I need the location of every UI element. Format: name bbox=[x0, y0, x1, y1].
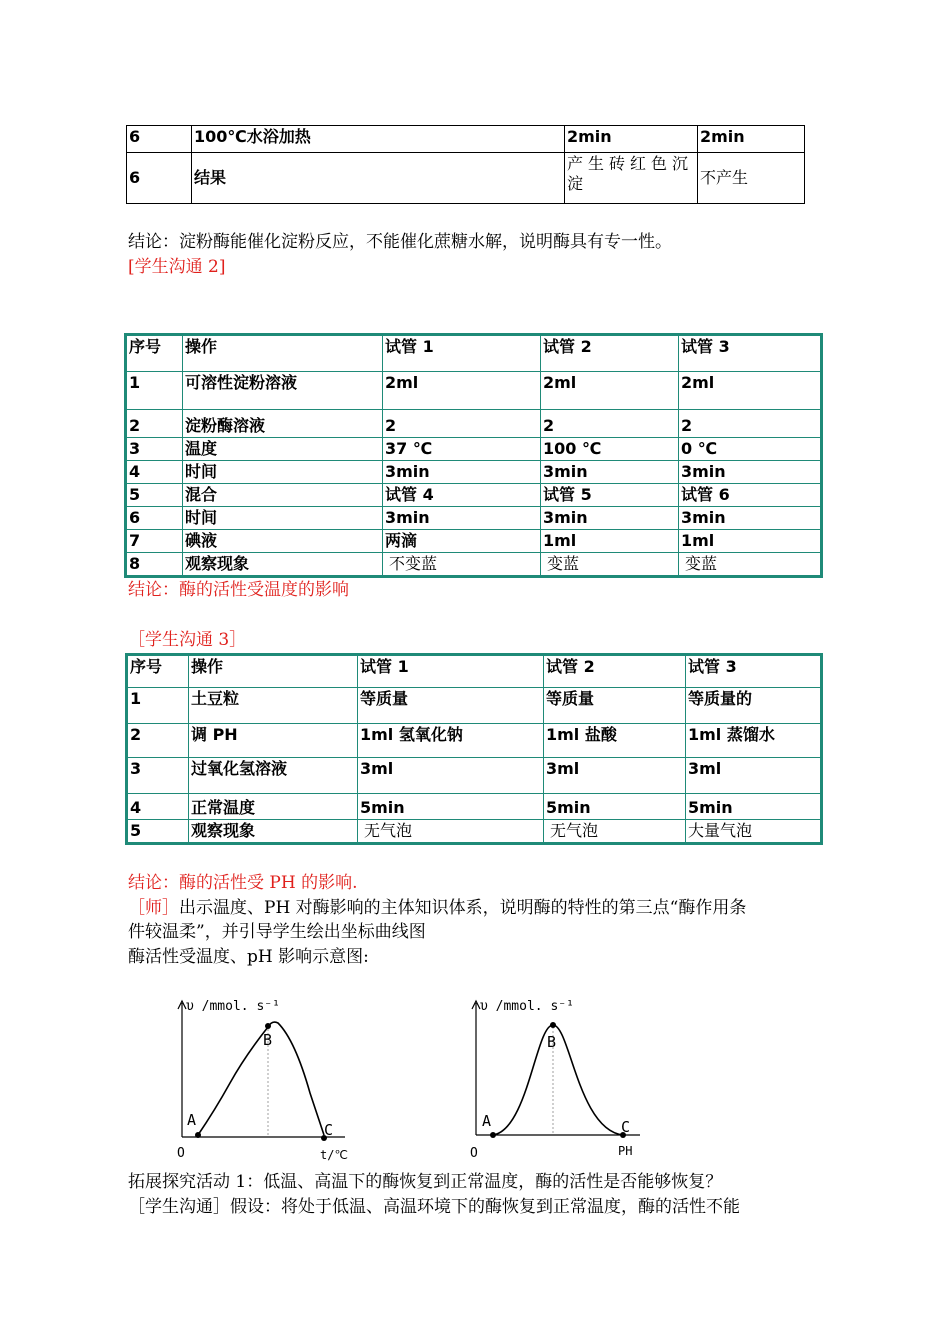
table-row bbox=[127, 126, 805, 153]
table-cell: 100℃水浴加热 bbox=[192, 126, 565, 153]
table-header-cell: 试管 2 bbox=[541, 335, 679, 372]
point-a bbox=[490, 1132, 496, 1138]
table-cell: 3ml bbox=[686, 758, 822, 794]
table-cell: 3min bbox=[383, 461, 541, 484]
conclusion-specificity: 结论：淀粉酶能催化淀粉反应，不能催化蔗糖水解，说明酶具有专一性。 bbox=[128, 232, 672, 252]
table-cell: 3min bbox=[541, 461, 679, 484]
table-row bbox=[127, 688, 822, 724]
table-cell: 等质量 bbox=[544, 688, 686, 724]
table-cell: 6 bbox=[127, 126, 192, 153]
table-cell: 混合 bbox=[183, 484, 383, 507]
table-temperature-experiment bbox=[124, 333, 823, 578]
table-cell: 大量气泡 bbox=[686, 820, 822, 844]
table-cell: 试管 5 bbox=[541, 484, 679, 507]
table-cell: 1ml bbox=[679, 530, 822, 553]
point-c-label: C bbox=[621, 1118, 631, 1136]
table-cell: 100 ℃ bbox=[541, 438, 679, 461]
extension-activity: 拓展探究活动 1：低温、高温下的酶恢复到正常温度，酶的活性是否能够恢复？ bbox=[128, 1172, 723, 1192]
table-cell: 2 bbox=[541, 410, 679, 438]
ph-activity-graph bbox=[468, 995, 658, 1165]
table-cell: 5min bbox=[686, 794, 822, 820]
table-cell: 3min bbox=[541, 507, 679, 530]
student-communication-2-label: [学生沟通 2] bbox=[128, 257, 226, 277]
diagram-caption: 酶活性受温度、pH 影响示意图: bbox=[128, 947, 369, 967]
table-cell: 0 ℃ bbox=[679, 438, 822, 461]
table-cell: 土豆粒 bbox=[189, 688, 358, 724]
table-header-cell: 试管 1 bbox=[383, 335, 541, 372]
table-cell: 5 bbox=[127, 820, 189, 844]
table-cell: 变蓝 bbox=[679, 553, 822, 577]
table-cell: 2min bbox=[698, 126, 805, 153]
table-cell: 7 bbox=[126, 530, 183, 553]
point-a-label: A bbox=[482, 1112, 492, 1130]
x-axis-label: PH bbox=[618, 1144, 633, 1158]
table-enzyme-specificity bbox=[126, 125, 805, 204]
table-cell: 2 bbox=[126, 410, 183, 438]
temperature-activity-graph bbox=[170, 995, 360, 1165]
y-axis-label: υ /mmol. s⁻¹ bbox=[480, 999, 574, 1014]
conclusion-ph: 结论：酶的活性受 PH 的影响. bbox=[128, 873, 358, 893]
table-cell: 时间 bbox=[183, 507, 383, 530]
table-cell: 6 bbox=[126, 507, 183, 530]
table-cell: 试管 4 bbox=[383, 484, 541, 507]
teacher-text-line2: 件较温柔”，并引导学生绘出坐标曲线图 bbox=[128, 922, 426, 942]
temperature-curve bbox=[198, 1022, 324, 1135]
point-b-label: B bbox=[547, 1033, 557, 1051]
table-cell: 3ml bbox=[544, 758, 686, 794]
table-cell: 1ml bbox=[541, 530, 679, 553]
table-cell: 37 ℃ bbox=[383, 438, 541, 461]
table-header-cell: 试管 1 bbox=[358, 655, 544, 688]
point-a bbox=[195, 1132, 201, 1138]
table-header-cell: 试管 2 bbox=[544, 655, 686, 688]
table-header-cell: 试管 3 bbox=[679, 335, 822, 372]
table-cell: 两滴 bbox=[383, 530, 541, 553]
table-cell: 观察现象 bbox=[189, 820, 358, 844]
table-header-cell: 试管 3 bbox=[686, 655, 822, 688]
table-header-cell: 操作 bbox=[189, 655, 358, 688]
table-cell: 6 bbox=[127, 153, 192, 204]
table-cell: 2ml bbox=[541, 372, 679, 410]
student-communication-3-label: ［学生沟通 3］ bbox=[128, 630, 247, 650]
table-cell: 碘液 bbox=[183, 530, 383, 553]
table-cell: 1ml 蒸馏水 bbox=[686, 724, 822, 758]
table-cell: 3ml bbox=[358, 758, 544, 794]
conclusion-temperature: 结论：酶的活性受温度的影响 bbox=[128, 580, 349, 600]
table-header-cell: 序号 bbox=[127, 655, 189, 688]
table-header-row bbox=[126, 335, 822, 372]
table-cell: 1 bbox=[127, 688, 189, 724]
table-row bbox=[126, 507, 822, 530]
table-cell: 产生砖红色沉淀 bbox=[565, 153, 698, 204]
x-axis-label: t/℃ bbox=[320, 1148, 348, 1162]
table-cell: 3min bbox=[679, 461, 822, 484]
table-cell: 2 bbox=[127, 724, 189, 758]
table-row bbox=[126, 410, 822, 438]
table-ph-experiment bbox=[125, 653, 823, 845]
table-cell: 时间 bbox=[183, 461, 383, 484]
table-row bbox=[126, 372, 822, 410]
table-cell: 变蓝 bbox=[541, 553, 679, 577]
table-cell: 3min bbox=[679, 507, 822, 530]
table-cell: 过氧化氢溶液 bbox=[189, 758, 358, 794]
table-cell: 2ml bbox=[679, 372, 822, 410]
table-cell: 1ml 氢氧化钠 bbox=[358, 724, 544, 758]
table-cell: 8 bbox=[126, 553, 183, 577]
point-a-label: A bbox=[187, 1111, 197, 1129]
table-row bbox=[127, 820, 822, 844]
table-header-cell: 操作 bbox=[183, 335, 383, 372]
table-cell: 5min bbox=[544, 794, 686, 820]
table-row bbox=[127, 724, 822, 758]
table-cell: 等质量的 bbox=[686, 688, 822, 724]
origin-label: O bbox=[177, 1146, 185, 1161]
teacher-text-line1: 出示温度、PH 对酶影响的主体知识体系，说明酶的特性的第三点“酶作用条 bbox=[179, 898, 747, 918]
table-cell: 可溶性淀粉溶液 bbox=[183, 372, 383, 410]
origin-label: O bbox=[470, 1146, 478, 1161]
table-cell: 结果 bbox=[192, 153, 565, 204]
table-cell: 1ml 盐酸 bbox=[544, 724, 686, 758]
table-row bbox=[126, 438, 822, 461]
table-cell: 2 bbox=[383, 410, 541, 438]
table-cell: 4 bbox=[126, 461, 183, 484]
table-cell: 试管 6 bbox=[679, 484, 822, 507]
table-header-row bbox=[127, 655, 822, 688]
table-row bbox=[126, 484, 822, 507]
table-cell: 正常温度 bbox=[189, 794, 358, 820]
point-b bbox=[265, 1023, 271, 1029]
table-cell: 3min bbox=[383, 507, 541, 530]
table-cell: 1 bbox=[126, 372, 183, 410]
table-row bbox=[127, 153, 805, 204]
ph-curve bbox=[493, 1025, 623, 1135]
table-row bbox=[126, 553, 822, 577]
table-cell: 调 PH bbox=[189, 724, 358, 758]
table-cell: 不变蓝 bbox=[383, 553, 541, 577]
table-cell: 无气泡 bbox=[544, 820, 686, 844]
table-cell: 3 bbox=[126, 438, 183, 461]
point-b bbox=[550, 1022, 556, 1028]
table-cell: 观察现象 bbox=[183, 553, 383, 577]
hypothesis-text: ［学生沟通］假设：将处于低温、高温环境下的酶恢复到正常温度，酶的活性不能 bbox=[128, 1197, 740, 1217]
table-cell: 等质量 bbox=[358, 688, 544, 724]
table-row bbox=[126, 530, 822, 553]
point-b-label: B bbox=[263, 1031, 273, 1049]
table-row bbox=[127, 794, 822, 820]
y-axis-label: υ /mmol. s⁻¹ bbox=[186, 999, 280, 1014]
table-cell: 不产生 bbox=[698, 153, 805, 204]
teacher-paragraph bbox=[128, 896, 746, 920]
teacher-tag: ［师］ bbox=[128, 898, 179, 918]
table-cell: 5min bbox=[358, 794, 544, 820]
table-cell: 5 bbox=[126, 484, 183, 507]
table-row bbox=[127, 758, 822, 794]
table-cell: 3 bbox=[127, 758, 189, 794]
table-cell: 淀粉酶溶液 bbox=[183, 410, 383, 438]
table-cell: 无气泡 bbox=[358, 820, 544, 844]
table-cell: 4 bbox=[127, 794, 189, 820]
table-cell: 2min bbox=[565, 126, 698, 153]
table-header-cell: 序号 bbox=[126, 335, 183, 372]
point-c-label: C bbox=[324, 1121, 334, 1139]
table-row bbox=[126, 461, 822, 484]
table-cell: 2ml bbox=[383, 372, 541, 410]
table-cell: 2 bbox=[679, 410, 822, 438]
table-cell: 温度 bbox=[183, 438, 383, 461]
